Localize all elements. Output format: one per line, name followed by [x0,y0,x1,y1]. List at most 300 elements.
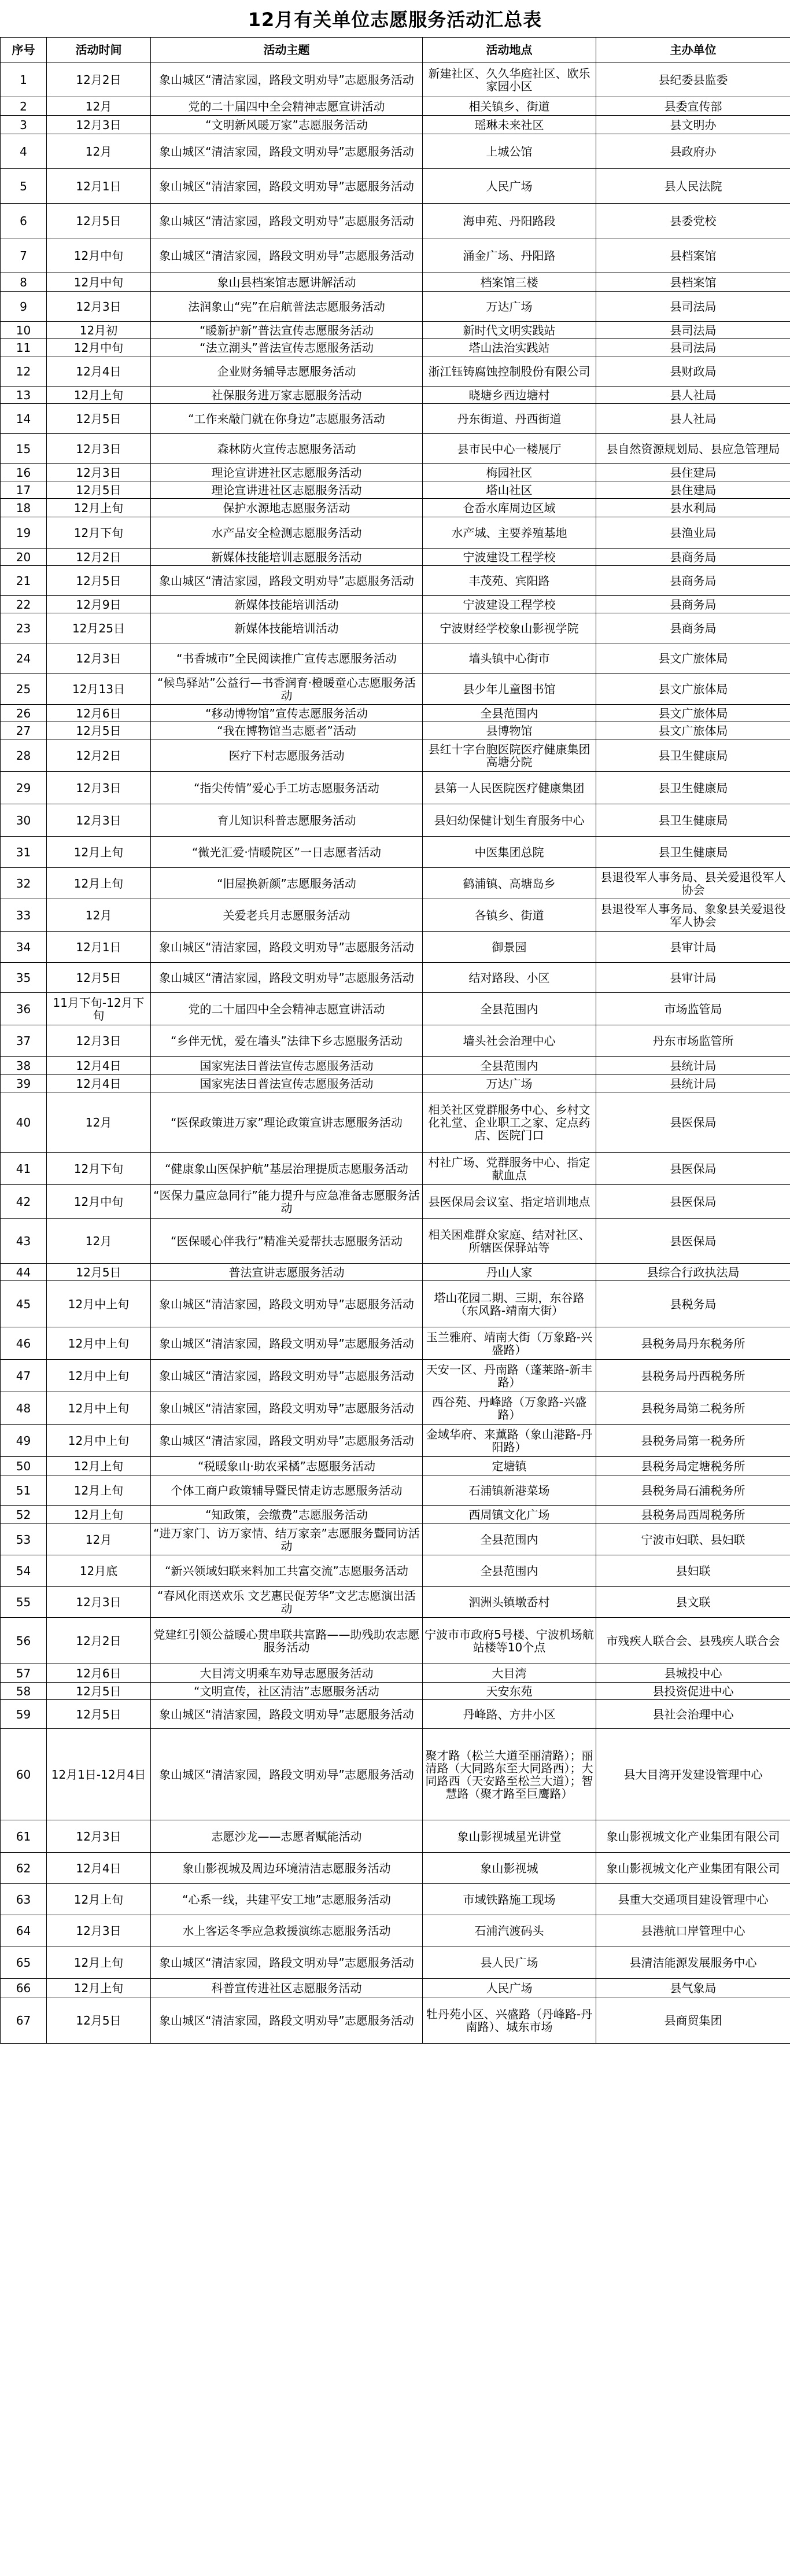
cell-location: 结对路段、小区 [423,963,596,993]
cell-seq: 23 [1,613,47,643]
cell-time: 12月3日 [47,434,151,464]
cell-location: 大目湾 [423,1664,596,1683]
cell-seq: 50 [1,1457,47,1475]
cell-time: 12月上旬 [47,1884,151,1915]
cell-seq: 45 [1,1281,47,1327]
cell-time: 12月5日 [47,204,151,238]
cell-organizer: 县投资促进中心 [596,1683,790,1700]
cell-theme: 育儿知识科普志愿服务活动 [151,804,423,837]
table-row [1,1360,790,1392]
table-row [1,116,790,134]
cell-location: 县博物馆 [423,722,596,739]
table-row [1,1683,790,1700]
cell-theme: 社保服务进万家志愿服务活动 [151,387,423,404]
cell-time: 12月中上旬 [47,1327,151,1360]
cell-organizer: 县商务局 [596,613,790,643]
cell-organizer: 县税务局定塘税务所 [596,1457,790,1475]
cell-time: 12月13日 [47,674,151,705]
cell-time: 12月3日 [47,1820,151,1853]
cell-organizer: 县医保局 [596,1219,790,1264]
cell-theme: 象山城区“清洁家园，路段文明劝导”志愿服务活动 [151,1729,423,1820]
table-row [1,1587,790,1618]
cell-theme: “健康象山医保护航”基层治理提质志愿服务活动 [151,1153,423,1185]
cell-seq: 18 [1,499,47,517]
table-row [1,804,790,837]
cell-theme: 新媒体技能培训活动 [151,613,423,643]
table-row [1,1915,790,1946]
cell-location: 金域华府、来薰路（象山港路-丹阳路） [423,1425,596,1457]
cell-seq: 10 [1,322,47,339]
cell-location: 西周镇文化广场 [423,1506,596,1524]
cell-location: 瑶琳未来社区 [423,116,596,134]
cell-theme: “医保力量应急同行”能力提升与应急准备志愿服务活动 [151,1185,423,1219]
cell-organizer: 县商务局 [596,549,790,566]
cell-location: 塔山社区 [423,481,596,499]
cell-seq: 42 [1,1185,47,1219]
table-row [1,963,790,993]
table-row [1,464,790,481]
cell-seq: 55 [1,1587,47,1618]
cell-location: 县第一人民医院医疗健康集团 [423,772,596,804]
table-row [1,404,790,434]
cell-organizer: 县审计局 [596,963,790,993]
cell-seq: 43 [1,1219,47,1264]
cell-time: 12月3日 [47,772,151,804]
cell-time: 12月 [47,134,151,169]
cell-theme: 象山城区“清洁家园，路段文明劝导”志愿服务活动 [151,1281,423,1327]
cell-time: 12月 [47,1524,151,1555]
cell-theme: 象山县档案馆志愿讲解活动 [151,273,423,292]
table-row [1,1506,790,1524]
cell-time: 12月3日 [47,1025,151,1057]
cell-organizer: 县纪委县监委 [596,62,790,97]
cell-theme: “指尖传情”爱心手工坊志愿服务活动 [151,772,423,804]
cell-location: 天安一区、丹南路（蓬莱路-新丰路） [423,1360,596,1392]
cell-location: 人民广场 [423,1979,596,1997]
cell-seq: 26 [1,705,47,722]
cell-organizer: 县税务局丹东税务所 [596,1327,790,1360]
cell-theme: 象山城区“清洁家园，路段文明劝导”志愿服务活动 [151,1997,423,2044]
cell-organizer: 宁波市妇联、县妇联 [596,1524,790,1555]
cell-time: 12月3日 [47,1915,151,1946]
cell-time: 12月3日 [47,292,151,322]
cell-theme: 象山城区“清洁家园，路段文明劝导”志愿服务活动 [151,62,423,97]
header-organizer: 主办单位 [596,38,790,62]
table-body [1,62,790,2044]
cell-organizer: 丹东市场监管所 [596,1025,790,1057]
cell-location: 县妇幼保健计划生育服务中心 [423,804,596,837]
cell-organizer: 县水利局 [596,499,790,517]
table-row [1,1618,790,1664]
cell-location: 全县范围内 [423,1057,596,1075]
cell-location: 万达广场 [423,292,596,322]
cell-theme: 个体工商户政策辅导暨民情走访志愿服务活动 [151,1475,423,1506]
cell-organizer: 县档案馆 [596,238,790,273]
cell-time: 12月5日 [47,1700,151,1729]
cell-location: 万达广场 [423,1075,596,1092]
cell-organizer: 县司法局 [596,322,790,339]
cell-seq: 29 [1,772,47,804]
cell-theme: 科普宣传进社区志愿服务活动 [151,1979,423,1997]
cell-seq: 31 [1,837,47,868]
cell-time: 12月上旬 [47,1946,151,1979]
cell-theme: 企业财务辅导志愿服务活动 [151,356,423,387]
cell-location: 墙头社会治理中心 [423,1025,596,1057]
table-row [1,339,790,356]
cell-theme: 医疗下村志愿服务活动 [151,739,423,772]
cell-location: 墙头镇中心街市 [423,643,596,674]
cell-organizer: 县卫生健康局 [596,772,790,804]
cell-location: 全县范围内 [423,1555,596,1587]
table-row [1,1979,790,1997]
cell-location: 象山影视城 [423,1853,596,1884]
cell-theme: 新媒体技能培训志愿服务活动 [151,549,423,566]
cell-seq: 51 [1,1475,47,1506]
table-row [1,1524,790,1555]
cell-location: 宁波建设工程学校 [423,596,596,613]
cell-organizer: 县委党校 [596,204,790,238]
cell-location: 市域铁路施工现场 [423,1884,596,1915]
cell-seq: 19 [1,517,47,549]
cell-time: 12月6日 [47,1664,151,1683]
cell-time: 12月4日 [47,356,151,387]
table-row [1,739,790,772]
cell-location: 御景园 [423,932,596,963]
cell-theme: 象山城区“清洁家园，路段文明劝导”志愿服务活动 [151,566,423,596]
cell-seq: 46 [1,1327,47,1360]
table-row [1,1457,790,1475]
cell-location: 宁波市市政府5号楼、宁波机场航站楼等10个点 [423,1618,596,1664]
cell-time: 12月 [47,97,151,116]
cell-theme: 象山城区“清洁家园，路段文明劝导”志愿服务活动 [151,1392,423,1425]
cell-organizer: 县委宣传部 [596,97,790,116]
cell-organizer: 县社会治理中心 [596,1700,790,1729]
cell-organizer: 县医保局 [596,1185,790,1219]
cell-theme: “法立潮头”普法宣传志愿服务活动 [151,339,423,356]
table-row [1,434,790,464]
cell-location: 相关社区党群服务中心、乡村文化礼堂、企业职工之家、定点药店、医院门口 [423,1092,596,1153]
cell-organizer: 县卫生健康局 [596,837,790,868]
cell-theme: 理论宣讲进社区志愿服务活动 [151,481,423,499]
cell-location: 涌金广场、丹阳路 [423,238,596,273]
cell-theme: 森林防火宣传志愿服务活动 [151,434,423,464]
table-row [1,292,790,322]
cell-location: 宁波财经学校象山影视学院 [423,613,596,643]
cell-organizer: 县人民法院 [596,169,790,204]
cell-organizer: 县卫生健康局 [596,804,790,837]
table-row [1,1729,790,1820]
cell-time: 12月3日 [47,643,151,674]
cell-organizer: 县妇联 [596,1555,790,1587]
cell-theme: “文明新风暖万家”志愿服务活动 [151,116,423,134]
cell-theme: 象山城区“清洁家园，路段文明劝导”志愿服务活动 [151,1327,423,1360]
cell-time: 12月9日 [47,596,151,613]
cell-time: 12月3日 [47,804,151,837]
cell-time: 12月 [47,1219,151,1264]
table-row [1,273,790,292]
cell-organizer: 县税务局 [596,1281,790,1327]
cell-location: 县市民中心一楼展厅 [423,434,596,464]
cell-organizer: 县退役军人事务局、象象县关爱退役军人协会 [596,899,790,932]
cell-time: 12月4日 [47,1057,151,1075]
cell-seq: 37 [1,1025,47,1057]
cell-organizer: 县财政局 [596,356,790,387]
cell-organizer: 县税务局丹西税务所 [596,1360,790,1392]
table-row [1,517,790,549]
cell-location: 新建社区、久久华庭社区、欧乐家园小区 [423,62,596,97]
cell-theme: “医保政策进万家”理论政策宣讲志愿服务活动 [151,1092,423,1153]
cell-theme: “书香城市”全民阅读推广宣传志愿服务活动 [151,643,423,674]
cell-theme: “知政策，会缴费”志愿服务活动 [151,1506,423,1524]
cell-organizer: 县税务局西周税务所 [596,1506,790,1524]
cell-location: 定塘镇 [423,1457,596,1475]
cell-seq: 25 [1,674,47,705]
cell-seq: 63 [1,1884,47,1915]
cell-location: 丰茂苑、宾阳路 [423,566,596,596]
cell-organizer: 县文广旅体局 [596,674,790,705]
cell-organizer: 县统计局 [596,1057,790,1075]
cell-time: 12月2日 [47,62,151,97]
cell-time: 12月5日 [47,1997,151,2044]
table-row [1,1997,790,2044]
table-row [1,1664,790,1683]
table-row [1,387,790,404]
cell-location: 各镇乡、街道 [423,899,596,932]
cell-time: 12月中上旬 [47,1392,151,1425]
cell-theme: “我在博物馆当志愿者”活动 [151,722,423,739]
cell-seq: 33 [1,899,47,932]
cell-organizer: 县综合行政执法局 [596,1264,790,1281]
cell-time: 12月上旬 [47,387,151,404]
page-title: 12月有关单位志愿服务活动汇总表 [248,9,542,31]
cell-seq: 1 [1,62,47,97]
table-row [1,499,790,517]
table-row [1,1153,790,1185]
cell-location: 县少年儿童图书馆 [423,674,596,705]
cell-time: 12月 [47,899,151,932]
cell-seq: 48 [1,1392,47,1425]
cell-organizer: 县文广旅体局 [596,722,790,739]
header-location: 活动地点 [423,38,596,62]
table-row [1,993,790,1025]
cell-organizer: 县司法局 [596,339,790,356]
cell-location: 县人民广场 [423,1946,596,1979]
cell-organizer: 县司法局 [596,292,790,322]
cell-location: 石浦汽渡码头 [423,1915,596,1946]
table-row [1,1281,790,1327]
table-row [1,356,790,387]
cell-time: 12月中旬 [47,273,151,292]
cell-theme: 国家宪法日普法宣传志愿服务活动 [151,1057,423,1075]
cell-organizer: 县清洁能源发展服务中心 [596,1946,790,1979]
cell-theme: “医保暖心伴我行”精准关爱帮扶志愿服务活动 [151,1219,423,1264]
cell-theme: 志愿沙龙——志愿者赋能活动 [151,1820,423,1853]
cell-theme: 理论宣讲进社区志愿服务活动 [151,464,423,481]
cell-organizer: 县重大交通项目建设管理中心 [596,1884,790,1915]
table-row [1,1092,790,1153]
cell-time: 12月2日 [47,549,151,566]
table-row [1,566,790,596]
cell-time: 12月 [47,1092,151,1153]
cell-location: 中医集团总院 [423,837,596,868]
cell-time: 12月25日 [47,613,151,643]
cell-location: 仓岙水库周边区域 [423,499,596,517]
cell-time: 12月中旬 [47,1185,151,1219]
cell-time: 12月1日-12月4日 [47,1729,151,1820]
cell-location: 全县范围内 [423,705,596,722]
cell-seq: 67 [1,1997,47,2044]
cell-location: 晓塘乡西边塘村 [423,387,596,404]
header-time: 活动时间 [47,38,151,62]
cell-organizer: 象山影视城文化产业集团有限公司 [596,1820,790,1853]
cell-location: 玉兰雅府、靖南大街（万象路-兴盛路） [423,1327,596,1360]
cell-time: 12月上旬 [47,1506,151,1524]
cell-theme: 水产品安全检测志愿服务活动 [151,517,423,549]
cell-theme: 大目湾文明乘车劝导志愿服务活动 [151,1664,423,1683]
cell-location: 西谷苑、丹峰路（万象路-兴盛路） [423,1392,596,1425]
cell-theme: “旧屋换新颜”志愿服务活动 [151,868,423,899]
cell-seq: 34 [1,932,47,963]
cell-seq: 30 [1,804,47,837]
cell-organizer: 县人社局 [596,387,790,404]
cell-location: 档案馆三楼 [423,273,596,292]
cell-time: 12月2日 [47,1618,151,1664]
cell-time: 12月3日 [47,464,151,481]
cell-time: 12月上旬 [47,499,151,517]
cell-seq: 65 [1,1946,47,1979]
cell-time: 12月上旬 [47,868,151,899]
cell-theme: 新媒体技能培训活动 [151,596,423,613]
table-row [1,481,790,499]
cell-location: 泗洲头镇墩岙村 [423,1587,596,1618]
table-row [1,1057,790,1075]
cell-time: 12月中旬 [47,238,151,273]
table-row [1,1475,790,1506]
cell-seq: 54 [1,1555,47,1587]
cell-theme: “文明宣传，社区清洁”志愿服务活动 [151,1683,423,1700]
cell-time: 12月1日 [47,932,151,963]
cell-time: 12月上旬 [47,837,151,868]
cell-theme: 关爱老兵月志愿服务活动 [151,899,423,932]
cell-organizer: 市残疾人联合会、县残疾人联合会 [596,1618,790,1664]
table-row [1,674,790,705]
table-row [1,899,790,932]
cell-theme: “工作来敲门就在你身边”志愿服务活动 [151,404,423,434]
cell-seq: 66 [1,1979,47,1997]
table-row [1,613,790,643]
cell-theme: 水上客运冬季应急救援演练志愿服务活动 [151,1915,423,1946]
cell-location: 塔山花园二期、三期，东谷路（东风路-靖南大街） [423,1281,596,1327]
cell-organizer: 县税务局第一税务所 [596,1425,790,1457]
cell-theme: “新兴领域妇联来料加工共富交流”志愿服务活动 [151,1555,423,1587]
cell-time: 12月中旬 [47,339,151,356]
cell-theme: 党的二十届四中全会精神志愿宣讲活动 [151,97,423,116]
cell-organizer: 市场监管局 [596,993,790,1025]
cell-time: 12月4日 [47,1853,151,1884]
cell-time: 12月3日 [47,116,151,134]
cell-time: 12月4日 [47,1075,151,1092]
cell-organizer: 县渔业局 [596,517,790,549]
table-row [1,1264,790,1281]
cell-seq: 57 [1,1664,47,1683]
cell-time: 12月5日 [47,1264,151,1281]
cell-location: 浙江钰铸腐蚀控制股份有限公司 [423,356,596,387]
cell-location: 天安东苑 [423,1683,596,1700]
cell-theme: 象山城区“清洁家园，路段文明劝导”志愿服务活动 [151,238,423,273]
header-theme: 活动主题 [151,38,423,62]
cell-theme: 象山城区“清洁家园，路段文明劝导”志愿服务活动 [151,963,423,993]
cell-location: 县医保局会议室、指定培训地点 [423,1185,596,1219]
cell-theme: 象山城区“清洁家园，路段文明劝导”志愿服务活动 [151,1360,423,1392]
cell-seq: 41 [1,1153,47,1185]
cell-seq: 32 [1,868,47,899]
cell-seq: 15 [1,434,47,464]
cell-seq: 49 [1,1425,47,1457]
cell-location: 县红十字台胞医院医疗健康集团高塘分院 [423,739,596,772]
cell-theme: 象山影视城及周边环境清洁志愿服务活动 [151,1853,423,1884]
cell-time: 12月中上旬 [47,1281,151,1327]
table-row [1,1327,790,1360]
cell-time: 12月上旬 [47,1979,151,1997]
cell-theme: “候鸟驿站”公益行—书香润育·橙暖童心志愿服务活动 [151,674,423,705]
cell-location: 丹东街道、丹西街道 [423,404,596,434]
cell-seq: 22 [1,596,47,613]
table-row [1,1555,790,1587]
cell-theme: 国家宪法日普法宣传志愿服务活动 [151,1075,423,1092]
table-row [1,97,790,116]
cell-location: 全县范围内 [423,1524,596,1555]
cell-seq: 60 [1,1729,47,1820]
cell-time: 12月上旬 [47,1457,151,1475]
cell-location: 相关困难群众家庭、结对社区、所辖医保驿站等 [423,1219,596,1264]
cell-theme: 象山城区“清洁家园，路段文明劝导”志愿服务活动 [151,1700,423,1729]
cell-location: 聚才路（松兰大道至丽清路）；丽清路（大同路东至大同路西）；大同路西（天安路至松兰大道）；智慧路（聚才路至巨鹰路） [423,1729,596,1820]
cell-theme: “心系一线，共建平安工地”志愿服务活动 [151,1884,423,1915]
table-row [1,62,790,97]
cell-time: 12月3日 [47,1587,151,1618]
cell-theme: 法润象山“宪”在启航普法志愿服务活动 [151,292,423,322]
table-row [1,1425,790,1457]
table-row [1,238,790,273]
cell-organizer: 县税务局石浦税务所 [596,1475,790,1506]
cell-time: 12月初 [47,322,151,339]
cell-theme: 党建红引领公益暖心贯串联共富路——助残助农志愿服务活动 [151,1618,423,1664]
cell-organizer: 县政府办 [596,134,790,169]
cell-theme: 象山城区“清洁家园，路段文明劝导”志愿服务活动 [151,1946,423,1979]
cell-theme: 党的二十届四中全会精神志愿宣讲活动 [151,993,423,1025]
cell-theme: 象山城区“清洁家园，路段文明劝导”志愿服务活动 [151,134,423,169]
table-row [1,1025,790,1057]
cell-organizer: 县大目湾开发建设管理中心 [596,1729,790,1820]
cell-organizer: 县住建局 [596,481,790,499]
cell-time: 12月1日 [47,169,151,204]
cell-seq: 5 [1,169,47,204]
cell-seq: 14 [1,404,47,434]
cell-organizer: 县税务局第二税务所 [596,1392,790,1425]
activity-table [0,37,790,2044]
cell-seq: 28 [1,739,47,772]
table-row [1,596,790,613]
header-seq: 序号 [1,38,47,62]
cell-theme: “微光汇爱·情暖院区”一日志愿者活动 [151,837,423,868]
cell-organizer: 县退役军人事务局、县关爱退役军人协会 [596,868,790,899]
table-row [1,1853,790,1884]
cell-time: 12月中上旬 [47,1360,151,1392]
cell-seq: 7 [1,238,47,273]
table-row [1,722,790,739]
table-row [1,1884,790,1915]
table-row [1,868,790,899]
